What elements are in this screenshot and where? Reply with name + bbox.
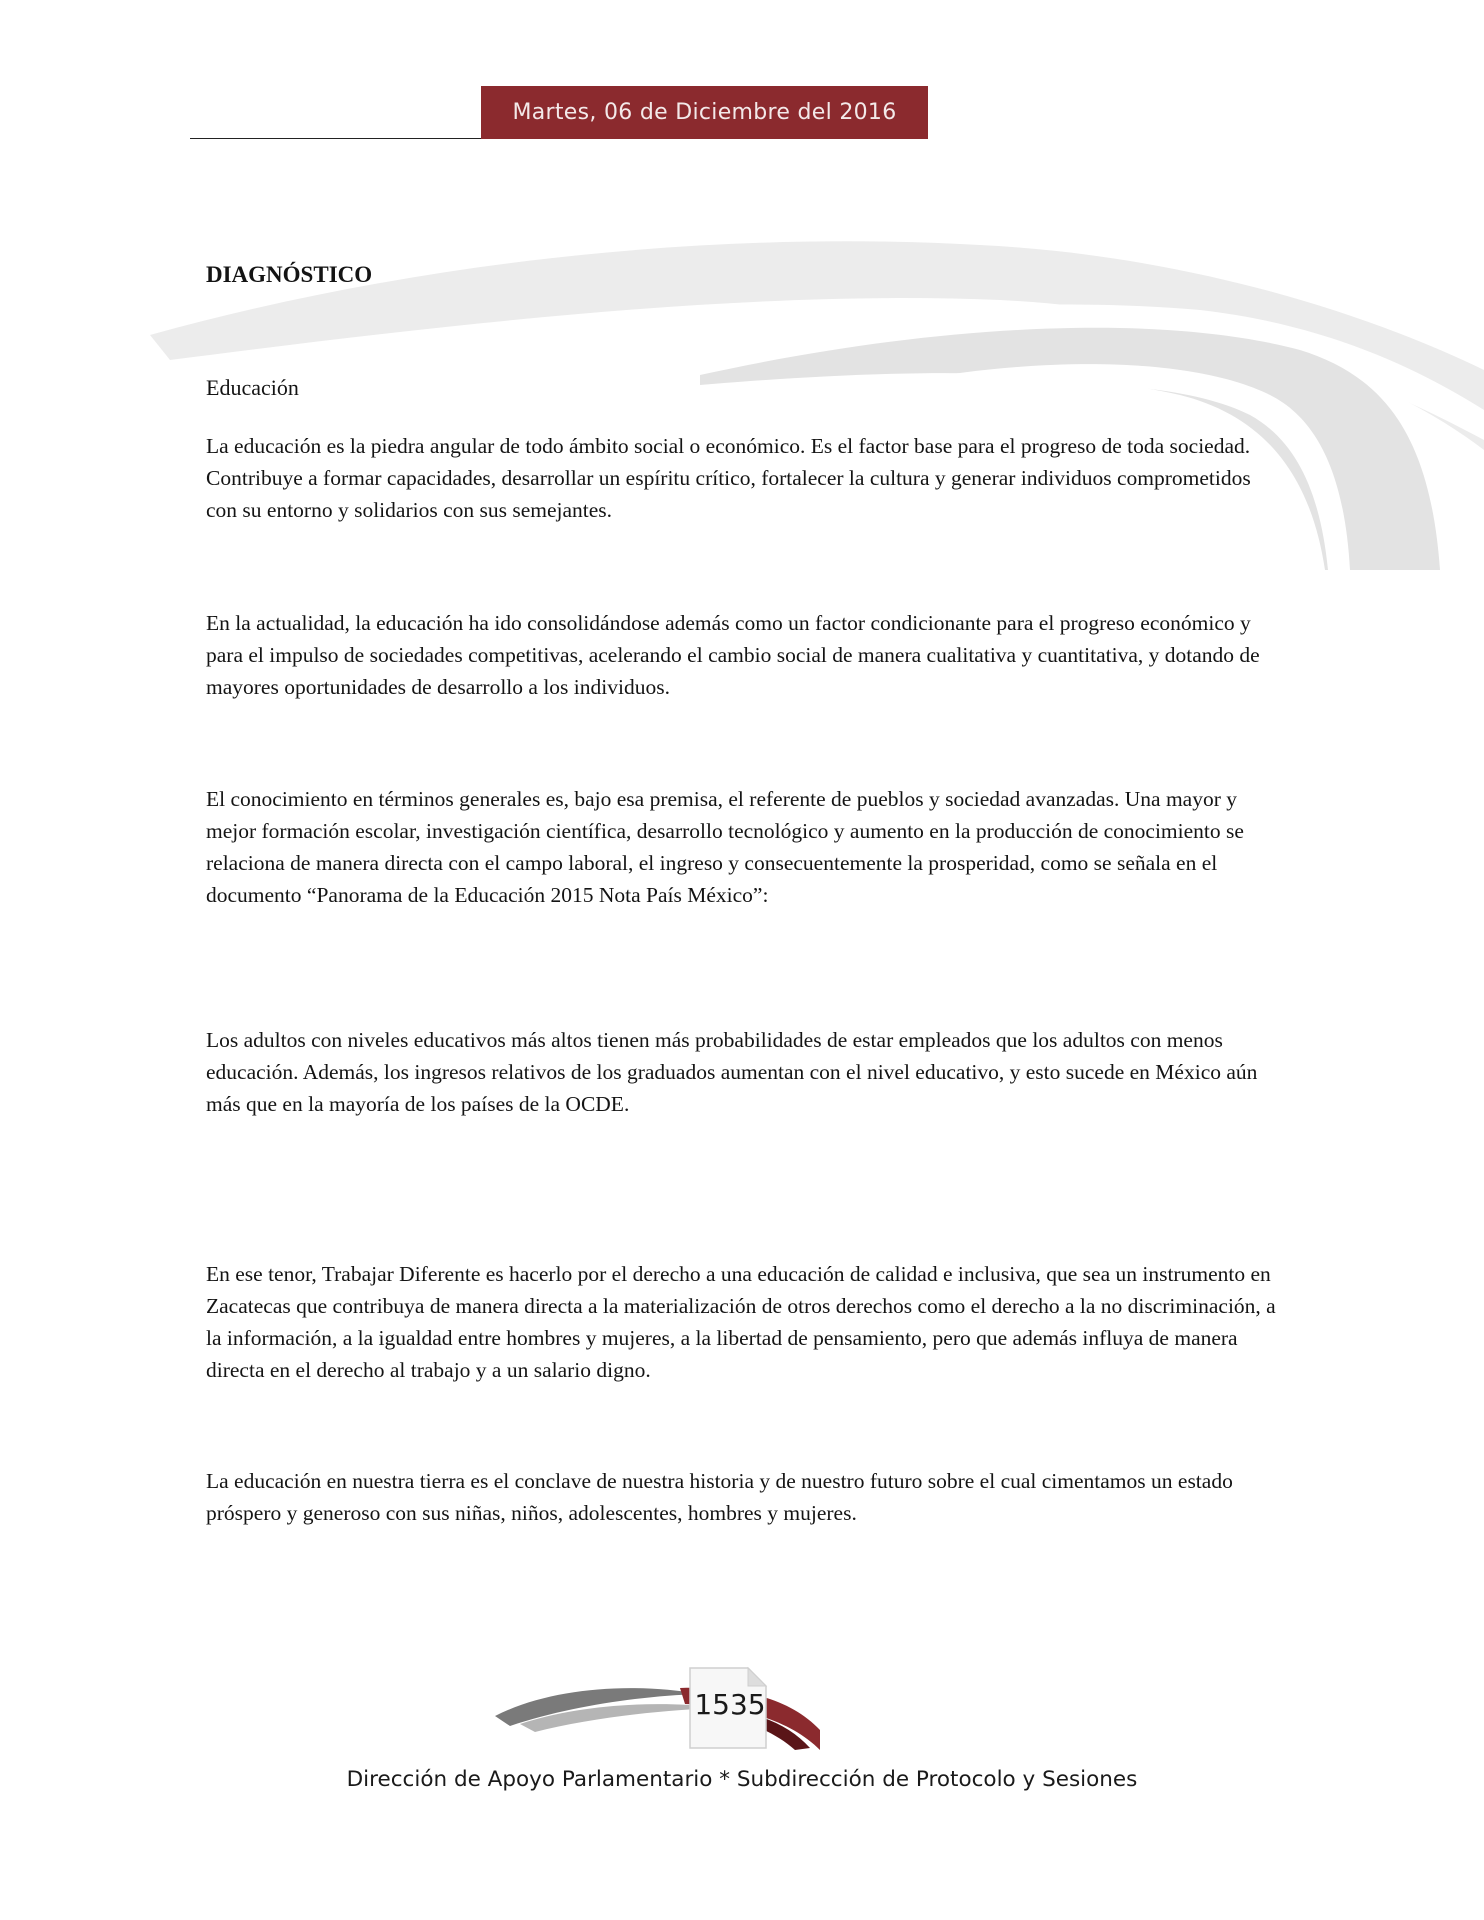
paragraph: En la actualidad, la educación ha ido consolidándose además como un factor condicionante para el progreso económico y para el impulso de sociedades competitivas, acelerando el cambio social de manera cualitativa y cuantitativa, y dotando de mayores oportunidades de desarrollo a los individuos. <box>206 611 1260 699</box>
footer-text: Dirección de Apoyo Parlamentario * Subdirección de Protocolo y Sesiones <box>346 1767 1138 1792</box>
paragraph: En ese tenor, Trabajar Diferente es hacerlo por el derecho a una educación de calidad e inclusiva, que sea un instrumento en Zacatecas que contribuya de manera directa a la materialización de otros derechos como el derecho a la no discriminación, a la información, a la igualdad entre hombres y mujeres, a la libertad de pensamiento, pero que además influya de manera directa en el derecho al trabajo y a un salario digno. <box>206 1262 1276 1382</box>
paragraph: El conocimiento en términos generales es, bajo esa premisa, el referente de pueblos y sociedad avanzadas. Una mayor y mejor formación escolar, investigación científica, desarrollo tecnológico y aumento en la producción de conocimiento se relaciona de manera directa con el campo laboral, el ingreso y consecuentemente la prosperidad, como se señala en el documento “Panorama de la Educación 2015 Nota País México”: <box>206 787 1244 907</box>
paragraph: La educación en nuestra tierra es el conclave de nuestra historia y de nuestro futuro sobre el cual cimentamos un estado próspero y generoso con sus niñas, niños, adolescentes, hombres y mujeres. <box>206 1469 1233 1525</box>
paragraph: La educación es la piedra angular de todo ámbito social o económico. Es el factor base para el progreso de toda sociedad. Contribuye a formar capacidades, desarrollar un espíritu crítico, fortalecer la cultura y generar individuos comprometidos con su entorno y solidarios con sus semejantes. <box>206 434 1251 522</box>
subsection-title: Educación <box>206 375 299 400</box>
quoted-paragraph: Los adultos con niveles educativos más altos tienen más probabilidades de estar empleados que los adultos con menos educación. Además, los ingresos relativos de los graduados aumentan con el nivel educativo, y esto sucede en México aún más que en la mayoría de los países de la OCDE. <box>206 1028 1258 1116</box>
page-number: 1535 <box>694 1688 766 1721</box>
date-banner: Martes, 06 de Diciembre del 2016 <box>481 86 928 139</box>
section-title: DIAGNÓSTICO <box>206 262 373 287</box>
